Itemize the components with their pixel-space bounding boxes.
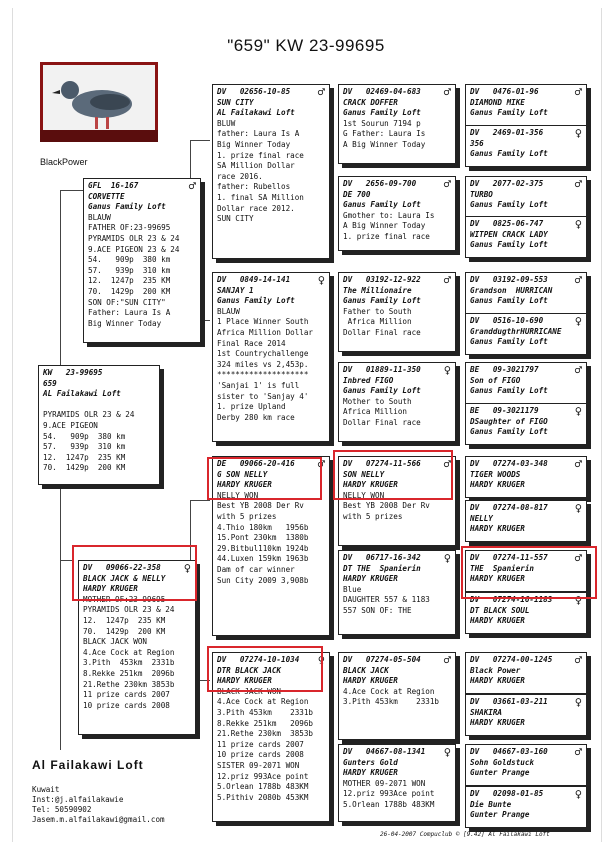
ring-number: DV 07274-08-817	[470, 503, 548, 512]
highlight-box	[72, 545, 197, 601]
bird-name: The Millionaire	[343, 285, 412, 295]
female-icon: ♀	[574, 501, 582, 515]
pedigree-box-d5	[465, 313, 587, 355]
bird-notes: NELLY WON Best YB 2008 Der Rv with 5 prizes	[343, 490, 430, 521]
pedigree-box-g3	[338, 176, 456, 251]
bird-name: NELLY	[470, 513, 493, 523]
owner-name: Ganus Family Loft	[88, 202, 166, 212]
owner-name: Ganus Family Loft	[343, 200, 421, 210]
bird-notes: BLACK JACK WON 4.Ace Cock at Region 3.Pith 453km 2331b 8.Rekke 251km 2096b 21.Rethe 230km 3853b 11 prize cards 2007 10 prize cards 2008 SISTER 09-2071 WON 12.priz 993Ace point 5.Orlean 1788b 483KM 5.Pithiv 2080b 453KM	[217, 686, 314, 802]
owner-name: Gunter Prange	[470, 768, 530, 778]
pedigree-box-mf12	[465, 500, 587, 542]
pedigree-box-mm12	[465, 694, 587, 736]
owner-name: Ganus Family Loft	[470, 149, 548, 159]
owner-name: Ganus Family Loft	[343, 296, 421, 306]
female-icon: ♀	[574, 404, 582, 418]
male-icon: ♂	[443, 273, 451, 287]
owner-name: Ganus Family Loft	[470, 200, 548, 210]
ring-number: DV 07274-03-348	[470, 459, 548, 468]
pedigree-box-g2	[338, 84, 456, 164]
pedigree-box-d1	[212, 272, 330, 442]
bird-name: DIAMOND MIKE	[470, 97, 525, 107]
owner-name: HARDY KRUGER	[470, 574, 525, 584]
owner-name: HARDY KRUGER	[217, 480, 272, 490]
male-icon: ♂	[443, 177, 451, 191]
highlight-box	[461, 546, 597, 599]
ring-number: DV 2469-01-356	[470, 128, 544, 137]
owner-name: AL Failakawi Loft	[43, 389, 121, 399]
pedigree-box-g4	[465, 84, 587, 128]
bird-name: DTR BLACK JACK	[217, 665, 282, 675]
ring-number: DV 07274-10-1034	[217, 655, 300, 664]
male-icon: ♂	[443, 85, 451, 99]
connector-line	[190, 500, 210, 501]
ring-number: DV 09066-22-358	[83, 563, 161, 572]
logo-caption: BlackPower	[40, 157, 88, 167]
ring-number: DV 07274-11-557	[470, 553, 548, 562]
ring-number: DV 03192-09-553	[470, 275, 548, 284]
female-icon: ♀	[443, 745, 451, 759]
male-icon: ♂	[574, 177, 582, 191]
bird-name: 356	[470, 138, 484, 148]
page-title: "659" KW 23-99695	[227, 36, 385, 55]
pedigree-box-mm22	[465, 786, 587, 828]
bird-notes: Blue DAUGHTER 557 & 1183 557 SON OF: THE	[343, 584, 430, 615]
highlight-box	[207, 457, 322, 500]
owner-name: Ganus Family Loft	[217, 296, 295, 306]
bird-name: SANJAY 1	[217, 285, 254, 295]
bird-name: DT THE Spanierin	[343, 563, 421, 573]
ring-number: DV 0825-06-747	[470, 219, 544, 228]
pedigree-box-d3	[338, 362, 456, 442]
pedigree-box-d6	[465, 362, 587, 404]
bird-name: BLACK JACK	[343, 665, 389, 675]
bird-notes: Mother to South Africa Million Dollar Final race	[343, 396, 421, 427]
owner-name: HARDY KRUGER	[470, 676, 525, 686]
bird-name: DE 700	[343, 189, 371, 199]
bird-name: 659	[43, 378, 57, 388]
pedigree-box-g1	[212, 84, 330, 259]
female-icon: ♀	[317, 273, 325, 287]
ring-number: DV 04667-08-1341	[343, 747, 426, 756]
bird-name: DSaughter of FIGO	[470, 416, 548, 426]
female-icon: ♀	[574, 314, 582, 328]
bird-name: CRACK DOFFER	[343, 97, 398, 107]
ring-number: DV 02656-10-85	[217, 87, 291, 96]
loft-name: Al Failakawi Loft	[32, 758, 144, 772]
pedigree-box-mm1	[338, 652, 456, 740]
bird-name: Son of FIGO	[470, 375, 521, 385]
pedigree-box-kw	[38, 365, 160, 485]
ring-number: DV 03192-12-922	[343, 275, 421, 284]
owner-name: Ganus Family Loft	[343, 386, 421, 396]
owner-name: HARDY KRUGER	[470, 524, 525, 534]
ring-number: DV 03661-03-211	[470, 697, 548, 706]
bird-notes: MOTHER OF:23-99695 PYRAMIDS OLR 23 & 24 12. 1247p 235 KM 70. 1429p 200 KM BLACK JACK WON 4.Ace Cock at Region 3.Pith 453km 2331b 8.Rekke 251km 2096b 21.Rethe 230km 3853b 11 prize cards 2007 10 prize cards 2008	[83, 594, 175, 710]
ring-number: DV 2656-09-700	[343, 179, 417, 188]
bird-name: SHAKIRA	[470, 707, 503, 717]
male-icon: ♂	[574, 551, 582, 565]
owner-name: Gunter Prange	[470, 810, 530, 820]
connector-line	[60, 190, 84, 191]
female-icon: ♀	[183, 561, 191, 575]
male-icon: ♂	[574, 653, 582, 667]
ring-number: DV 07274-05-504	[343, 655, 421, 664]
bird-notes: BLAUW FATHER OF:23-99695 PYRAMIDS OLR 23 & 24 9.ACE PIGEON 23 & 24 54. 909p 380 km 57. 939p 310 km 12. 1247p 235 KM 70. 1429p 200 KM SON OF:"SUN CITY" Father: Laura Is A Big Winner Today	[88, 212, 180, 328]
bird-name: SUN CITY	[217, 97, 254, 107]
male-icon: ♂	[574, 745, 582, 759]
ring-number: DV 07274-00-1245	[470, 655, 553, 664]
owner-name: HARDY KRUGER	[343, 480, 398, 490]
bird-notes: NELLY WON Best YB 2008 Der Rv with 5 prizes 4.Thio 180km 1956b 15.Pont 230km 1380b 29.Bitbul110km 1924b 44.Luxen 159km 1963b Dam of car winner Sun City 2009 3,908b	[217, 490, 309, 585]
female-icon: ♀	[574, 787, 582, 801]
ring-number: BE 09-3021179	[470, 406, 539, 415]
male-icon: ♂	[574, 273, 582, 287]
bird-notes: Father to South Africa Million Dollar Final race	[343, 306, 421, 337]
ring-number: DE 09066-20-416	[217, 459, 295, 468]
ring-number: DV 0516-10-690	[470, 316, 544, 325]
bird-name: Gunters Gold	[343, 757, 398, 767]
ring-number: GFL 16-167	[88, 181, 139, 190]
male-icon: ♂	[443, 457, 451, 471]
owner-name: HARDY KRUGER	[470, 718, 525, 728]
female-icon: ♀	[574, 217, 582, 231]
pedigree-box-d7	[465, 403, 587, 445]
ring-number: DV 07274-16-1183	[470, 595, 553, 604]
owner-name: HARDY KRUGER	[470, 480, 525, 490]
owner-name: HARDY KRUGER	[343, 676, 398, 686]
owner-name: Ganus Family Loft	[470, 427, 548, 437]
owner-name: Ganus Family Loft	[470, 240, 548, 250]
ring-number: DV 2077-02-375	[470, 179, 544, 188]
bird-name: DT BLACK SOUL	[470, 605, 530, 615]
male-icon: ♂	[188, 179, 196, 193]
male-icon: ♂	[317, 85, 325, 99]
pedigree-box-d2	[338, 272, 456, 352]
female-icon: ♀	[443, 363, 451, 377]
pedigree-box-f	[83, 178, 201, 343]
pedigree-box-d4	[465, 272, 587, 314]
bird-name: CORVETTE	[88, 191, 125, 201]
pedigree-box-mf2	[338, 550, 456, 635]
owner-name: HARDY KRUGER	[343, 768, 398, 778]
female-icon: ♀	[317, 653, 325, 667]
ring-number: KW 23-99695	[43, 368, 103, 377]
bird-notes: PYRAMIDS OLR 23 & 24 9.ACE PIGEON 54. 909p 380 km 57. 939p 310 km 12. 1247p 235 KM 70. 1429p 200 KM	[43, 410, 135, 473]
bird-name: GranddugthrHURRICANE	[470, 326, 562, 336]
bird-notes: 1st Sourun 7194 p G Father: Laura Is A Big Winner Today	[343, 118, 426, 149]
male-icon: ♂	[574, 457, 582, 471]
owner-name: Ganus Family Loft	[343, 108, 421, 118]
pedigree-box-g7	[465, 216, 587, 258]
male-icon: ♂	[574, 363, 582, 377]
bird-name: BLACK JACK & NELLY	[83, 573, 166, 583]
owner-name: Ganus Family Loft	[470, 337, 548, 347]
pedigree-box-g5	[465, 125, 587, 167]
bird-name: THE Spanierin	[470, 563, 535, 573]
bird-notes: 4.Ace Cock at Region 3.Pith 453km 2331b	[343, 686, 440, 707]
ring-number: DV 0849-14-141	[217, 275, 291, 284]
bird-name: WITPEN CRACK LADY	[470, 229, 548, 239]
female-icon: ♀	[443, 551, 451, 565]
bird-name: G SON NELLY	[217, 469, 268, 479]
bird-name: Inbred FIGO	[343, 375, 394, 385]
bird-notes: BLAUW 1 Place Winner South Africa Million Dollar Final Race 2014 1st Countrychallenge 324 miles vs 2,453p. ******************** 'Sanjai 1' is full sister to 'Sanjay 4' 1. prize Upland Derby 280 km race	[217, 306, 314, 422]
owner-name: Ganus Family Loft	[470, 108, 548, 118]
owner-name: Ganus Family Loft	[470, 296, 548, 306]
connector-line	[190, 140, 210, 141]
bird-notes: MOTHER 09-2071 WON 12.priz 993Ace point 5.Orlean 1788b 483KM	[343, 778, 435, 809]
bird-name: Die Bunte	[470, 799, 512, 809]
highlight-box	[333, 450, 453, 500]
bird-name: Sohn Goldstuck	[470, 757, 535, 767]
ring-number: DV 01889-11-350	[343, 365, 421, 374]
owner-name: HARDY KRUGER	[83, 584, 138, 594]
connector-line	[60, 560, 72, 561]
male-icon: ♂	[574, 85, 582, 99]
owner-name: HARDY KRUGER	[343, 574, 398, 584]
ring-number: DV 02469-04-683	[343, 87, 421, 96]
bird-name: SON NELLY	[343, 469, 385, 479]
female-icon: ♀	[574, 593, 582, 607]
bird-name: Grandson HURRICAN	[470, 285, 553, 295]
owner-name: HARDY KRUGER	[217, 676, 272, 686]
contact-info: Kuwait Inst:@j.alfailakawie Tel: 50590902 Jasem.m.alfailakawi@gmail.com	[32, 785, 165, 824]
bird-name: TURBO	[470, 189, 493, 199]
pedigree-box-mm2	[338, 744, 456, 822]
bird-name: TIGER WOODS	[470, 469, 521, 479]
ring-number: DV 07274-11-566	[343, 459, 421, 468]
owner-name: Ganus Family Loft	[470, 386, 548, 396]
bird-name: Black Power	[470, 665, 521, 675]
ring-number: DV 06717-16-342	[343, 553, 421, 562]
owner-name: AL Failakawi Loft	[217, 108, 295, 118]
owner-name: HARDY KRUGER	[470, 616, 525, 626]
ring-number: DV 04667-03-160	[470, 747, 548, 756]
ring-number: DV 0476-01-96	[470, 87, 539, 96]
pedigree-box-mm21	[465, 744, 587, 786]
male-icon: ♂	[443, 653, 451, 667]
female-icon: ♀	[574, 126, 582, 140]
bird-notes: Gmother to: Laura Is A Big Winner Today 1. prize final race	[343, 210, 435, 241]
pedigree-box-mf11	[465, 456, 587, 498]
ring-number: DV 02098-01-85	[470, 789, 544, 798]
pedigree-box-g6	[465, 176, 587, 218]
pigeon-logo	[40, 62, 158, 142]
highlight-box	[207, 646, 323, 692]
pedigree-box-mm11	[465, 652, 587, 694]
bird-notes: BLUW father: Laura Is A Big Winner Today 1. prize final race SA Million Dollar race 2016. father: Rubellos 1. final SA Million Dollar race 2012. SUN CITY	[217, 118, 304, 224]
female-icon: ♀	[574, 695, 582, 709]
male-icon: ♂	[317, 457, 325, 471]
footer-credit: 26-04-2007 Compuclub © [9.42] Al Failakawi Loft	[380, 831, 550, 838]
ring-number: BE 09-3021797	[470, 365, 539, 374]
